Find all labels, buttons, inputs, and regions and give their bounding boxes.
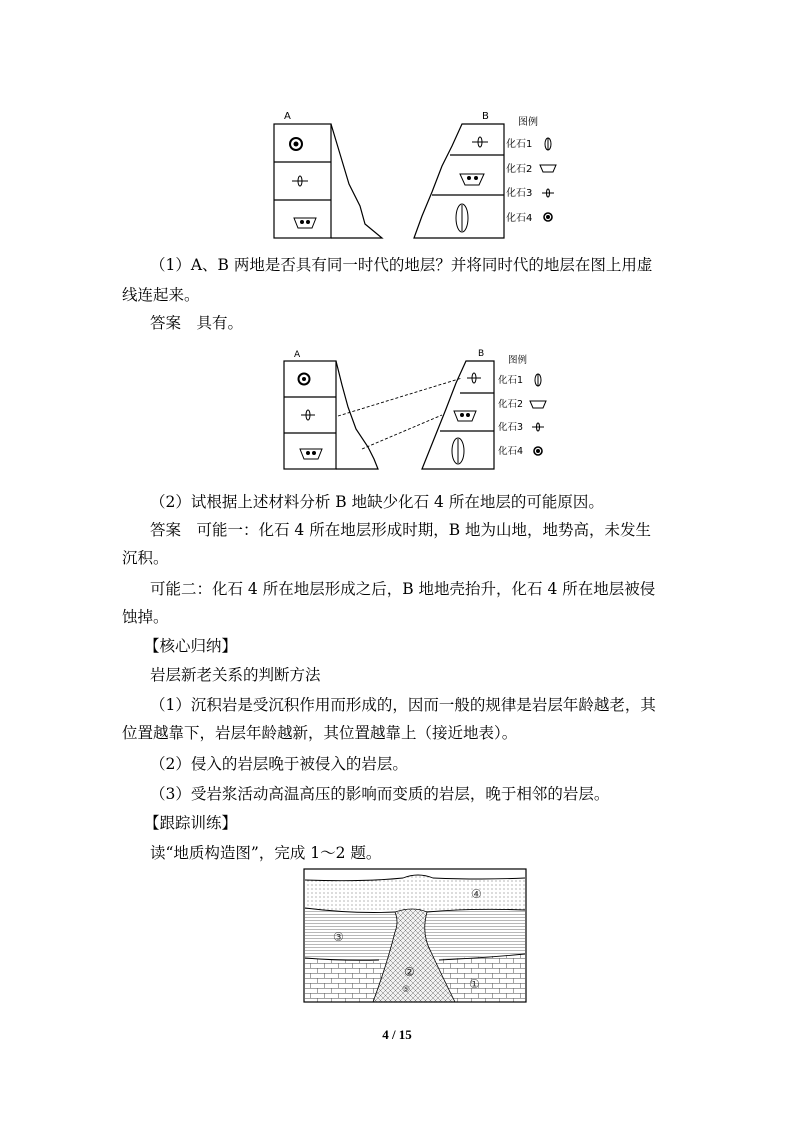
- legend-fossil-1-icon: [545, 138, 551, 150]
- layer-4-label: ④: [471, 887, 482, 901]
- legend-fossil-4-icon: [544, 213, 552, 221]
- legend-item: 化石4: [506, 213, 533, 224]
- geological-structure-figure: [303, 868, 527, 1004]
- fossil-2-icon: [454, 411, 476, 421]
- label-a: A: [294, 350, 301, 360]
- legend-title: 图例: [518, 117, 538, 128]
- fossil-2-icon: [294, 218, 316, 228]
- layer-3-label: ③: [333, 930, 344, 944]
- fossil-3-icon: [292, 176, 308, 186]
- summary-point-1-line-1: （1）沉积岩是受沉积作用而形成的，因而一般的规律是岩层年龄越老，其: [150, 696, 656, 714]
- summary-title: 岩层新老关系的判断方法: [150, 666, 321, 684]
- fossil-3-icon: [301, 410, 315, 420]
- legend-fossil-3-icon: [542, 189, 554, 197]
- question-2-answer-line-4: 蚀掉。: [122, 608, 169, 626]
- legend-item: 化石2: [498, 399, 524, 410]
- summary-heading: 【核心归纳】: [144, 637, 238, 655]
- layer-1-label: ①: [469, 977, 480, 991]
- legend-fossil-3-icon: [532, 423, 544, 431]
- question-2-line-1: （2）试根据上述材料分析 B 地缺少化石 4 所在地层的可能原因。: [150, 493, 604, 511]
- question-2-answer-line-2: 沉积。: [122, 549, 169, 567]
- label-a: A: [284, 111, 291, 122]
- legend-item: 化石2: [506, 164, 533, 175]
- summary-point-2: （2）侵入的岩层晚于被侵入的岩层。: [150, 755, 408, 773]
- question-2-answer-line-1: 答案 可能一：化石 4 所在地层形成时期，B 地为山地，地势高，未发生: [150, 521, 652, 539]
- label-b: B: [478, 349, 485, 359]
- legend-fossil-2-icon: [530, 401, 546, 408]
- fossil-3-icon: [472, 137, 488, 147]
- layer-2-sub-label: ⑤: [402, 985, 411, 995]
- fossil-strata-figure-2: [282, 345, 572, 473]
- legend-fossil-4-icon: [534, 447, 542, 455]
- question-2-answer-line-3: 可能二：化石 4 所在地层形成之后，B 地地壳抬升，化石 4 所在地层被侵: [150, 580, 656, 598]
- legend-title: 图例: [508, 355, 528, 366]
- summary-point-3: （3）受岩浆活动高温高压的影响而变质的岩层，晚于相邻的岩层。: [150, 785, 610, 803]
- question-1-line-1: （1）A、B 两地是否具有同一时代的地层？并将同时代的地层在图上用虚: [150, 256, 653, 274]
- page-number: 4 / 15: [382, 1027, 412, 1042]
- label-b: B: [482, 111, 489, 122]
- practice-heading: 【跟踪训练】: [144, 814, 238, 832]
- fossil-1-icon: [452, 438, 464, 464]
- legend-item: 化石1: [506, 139, 533, 150]
- practice-prompt: 读“地质构造图”，完成 1～2 题。: [150, 844, 382, 862]
- fossil-2-icon: [460, 174, 484, 185]
- fossil-4-icon: [290, 138, 302, 150]
- legend-fossil-1-icon: [535, 374, 541, 386]
- legend-item: 化石4: [498, 446, 524, 457]
- question-1-line-2: 线连起来。: [122, 286, 200, 304]
- correlation-dashed-lines: [338, 378, 462, 449]
- fossil-strata-figure-1: [272, 106, 562, 240]
- fossil-1-icon: [456, 204, 468, 232]
- fossil-2-icon: [300, 449, 322, 459]
- legend-item: 化石3: [506, 188, 533, 199]
- legend-item: 化石3: [498, 422, 524, 433]
- layer-2-label: ②: [404, 965, 415, 979]
- fossil-4-icon: [299, 374, 310, 385]
- fossil-3-icon: [467, 373, 481, 383]
- legend-item: 化石1: [498, 375, 524, 386]
- legend-fossil-2-icon: [540, 165, 556, 172]
- summary-point-1-line-2: 位置越靠下，岩层年龄越新，其位置越靠上（接近地表）。: [122, 724, 518, 742]
- question-1-answer: 答案 具有。: [150, 314, 244, 332]
